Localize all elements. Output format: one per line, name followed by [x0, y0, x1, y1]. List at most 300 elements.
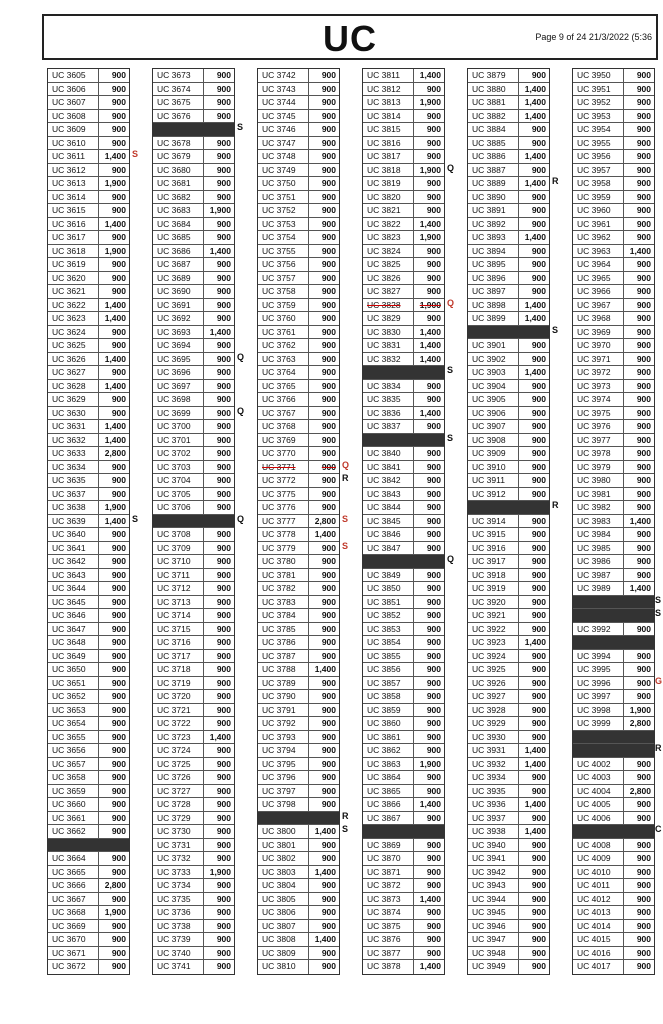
- table-row: [363, 420, 444, 434]
- uc-code: UC 3938: [468, 825, 519, 838]
- uc-code: UC 3778: [258, 528, 309, 541]
- uc-code: UC 4009: [573, 852, 624, 865]
- handwritten-mark: Q: [237, 405, 245, 416]
- uc-code: UC 3720: [153, 690, 204, 703]
- uc-code: UC 3623: [48, 312, 99, 325]
- uc-value: 2,800: [314, 515, 336, 526]
- uc-value: 900: [216, 475, 231, 485]
- uc-value: 900: [216, 664, 231, 674]
- uc-code: UC 3775: [258, 488, 309, 501]
- uc-code: UC 3747: [258, 137, 309, 150]
- uc-value: 900: [321, 151, 336, 161]
- uc-code: UC 3668: [48, 906, 99, 919]
- uc-value: 900: [426, 448, 441, 458]
- uc-code: UC 3962: [573, 231, 624, 244]
- uc-code: UC 3726: [153, 771, 204, 784]
- uc-value: 900: [636, 259, 651, 269]
- uc-value: 900: [531, 583, 546, 593]
- uc-value: 900: [111, 623, 126, 634]
- uc-value: 1,900: [419, 97, 441, 107]
- uc-value: 900: [111, 205, 126, 215]
- uc-code: UC 3957: [573, 164, 624, 177]
- table-column: [47, 68, 130, 975]
- table-row: [48, 758, 129, 772]
- table-row: [48, 893, 129, 907]
- uc-code: UC 3889: [468, 177, 519, 190]
- uc-code: UC 4006: [573, 812, 624, 825]
- table-row: [573, 326, 654, 340]
- uc-value: 900: [531, 596, 546, 607]
- uc-value: 900: [321, 124, 336, 134]
- uc-code: UC 4011: [573, 879, 624, 892]
- uc-value: 900: [216, 83, 231, 94]
- uc-code: UC 3630: [48, 407, 99, 420]
- table-row: [258, 393, 339, 407]
- table-row: [153, 204, 234, 218]
- uc-code: UC 3850: [363, 582, 414, 595]
- table-row: [258, 204, 339, 218]
- uc-code: UC 3664: [48, 852, 99, 865]
- uc-value: 900: [531, 866, 546, 877]
- uc-value: 900: [636, 164, 651, 175]
- uc-code: UC 3835: [363, 393, 414, 406]
- uc-value: 900: [426, 475, 441, 485]
- uc-code: UC 3619: [48, 258, 99, 271]
- uc-code: UC 3700: [153, 420, 204, 433]
- uc-code: UC 3628: [48, 380, 99, 393]
- handwritten-mark: S: [552, 324, 559, 335]
- uc-code: UC 3697: [153, 380, 204, 393]
- uc-code: UC 3793: [258, 731, 309, 744]
- uc-value: 900: [636, 758, 651, 769]
- uc-code: UC 3610: [48, 137, 99, 150]
- table-row: [363, 123, 444, 137]
- table-row: [573, 434, 654, 448]
- uc-value: 900: [531, 623, 546, 634]
- uc-value: 1,400: [524, 826, 546, 836]
- table-row: [573, 123, 654, 137]
- uc-value: 900: [321, 893, 336, 904]
- handwritten-mark: S: [447, 365, 454, 375]
- table-row: [363, 596, 444, 610]
- table-row: [468, 933, 549, 947]
- uc-value: 900: [426, 245, 441, 256]
- uc-value: 900: [426, 529, 441, 539]
- uc-code: UC 3768: [258, 420, 309, 433]
- uc-code: UC 3924: [468, 650, 519, 663]
- table-row: [363, 83, 444, 97]
- uc-value: 900: [321, 394, 336, 404]
- uc-code: UC 3973: [573, 380, 624, 393]
- table-row: [153, 663, 234, 677]
- handwritten-mark: Q: [447, 162, 455, 173]
- uc-value: 900: [111, 596, 126, 607]
- uc-code: UC 3643: [48, 569, 99, 582]
- uc-code: UC 3652: [48, 690, 99, 703]
- uc-code: UC 4013: [573, 906, 624, 919]
- table-row: [258, 731, 339, 745]
- uc-value: 900: [426, 461, 441, 472]
- uc-value: 900: [321, 961, 336, 971]
- table-row: [363, 960, 444, 974]
- table-row: [48, 920, 129, 934]
- uc-code: UC 3981: [573, 488, 624, 501]
- table-row: [48, 677, 129, 691]
- uc-code: UC 3878: [363, 960, 414, 974]
- uc-value: 900: [531, 704, 546, 715]
- table-row: [468, 353, 549, 367]
- table-row: [573, 866, 654, 880]
- uc-value: 900: [531, 70, 546, 80]
- uc-code: UC 3764: [258, 366, 309, 379]
- uc-code: UC 3805: [258, 893, 309, 906]
- uc-value: 900: [636, 691, 651, 701]
- uc-code: UC 3807: [258, 920, 309, 933]
- uc-value: 900: [111, 83, 126, 94]
- uc-code: UC 3771: [258, 461, 309, 474]
- uc-value: 1,900: [419, 299, 441, 310]
- uc-code: UC 3653: [48, 704, 99, 717]
- uc-value: 900: [426, 137, 441, 148]
- uc-value: 900: [111, 718, 126, 728]
- uc-value: 900: [531, 569, 546, 580]
- table-row: [258, 596, 339, 610]
- uc-code: UC 3744: [258, 96, 309, 109]
- table-row: [48, 461, 129, 475]
- table-row: [363, 677, 444, 691]
- table-row: [153, 96, 234, 110]
- uc-value: 900: [321, 799, 336, 809]
- uc-code: UC 3615: [48, 204, 99, 217]
- uc-value: 900: [531, 421, 546, 431]
- table-row: [153, 272, 234, 286]
- uc-value: 900: [321, 205, 336, 215]
- uc-code: UC 3656: [48, 744, 99, 757]
- uc-value: 900: [531, 542, 546, 553]
- uc-code: UC 3716: [153, 636, 204, 649]
- uc-code: UC 3837: [363, 420, 414, 433]
- table-row: [468, 123, 549, 137]
- table-row: [153, 704, 234, 718]
- table-row: [573, 353, 654, 367]
- uc-value: 900: [321, 718, 336, 728]
- uc-value: 900: [216, 799, 231, 809]
- uc-code: UC 3690: [153, 285, 204, 298]
- handwritten-mark: S: [342, 540, 349, 551]
- uc-value: 900: [216, 340, 231, 350]
- table-row: [468, 960, 549, 974]
- uc-value: 900: [111, 704, 126, 715]
- table-row: [573, 650, 654, 664]
- uc-value: 900: [426, 205, 441, 215]
- uc-value: 900: [531, 718, 546, 728]
- table-row: [468, 83, 549, 97]
- table-row: [363, 839, 444, 853]
- uc-value: 900: [426, 785, 441, 796]
- uc-code: UC 3757: [258, 272, 309, 285]
- uc-value: 900: [636, 313, 651, 323]
- uc-value: 900: [216, 920, 231, 931]
- uc-code: UC 3949: [468, 960, 519, 974]
- blank-row: [573, 609, 654, 623]
- uc-value: 900: [531, 920, 546, 931]
- handwritten-mark: S: [655, 594, 662, 605]
- table-row: [363, 380, 444, 394]
- uc-value: 900: [531, 691, 546, 701]
- uc-value: 900: [111, 407, 126, 418]
- uc-code: UC 3662: [48, 825, 99, 838]
- uc-code: UC 3760: [258, 312, 309, 325]
- uc-code: UC 3683: [153, 204, 204, 217]
- uc-value: 1,900: [209, 205, 231, 215]
- uc-code: UC 3784: [258, 609, 309, 622]
- uc-code: UC 3710: [153, 555, 204, 568]
- uc-code: UC 3904: [468, 380, 519, 393]
- uc-value: 900: [426, 542, 441, 553]
- uc-code: UC 3814: [363, 110, 414, 123]
- uc-code: UC 3960: [573, 204, 624, 217]
- table-row: [363, 474, 444, 488]
- uc-code: UC 3951: [573, 83, 624, 96]
- table-row: [258, 798, 339, 812]
- uc-value: 900: [636, 191, 651, 202]
- table-row: [48, 515, 129, 529]
- uc-code: UC 3963: [573, 245, 624, 258]
- table-row: [48, 380, 129, 394]
- uc-code: UC 3836: [363, 407, 414, 420]
- table-row: [153, 447, 234, 461]
- uc-code: UC 3984: [573, 528, 624, 541]
- uc-code: UC 3639: [48, 515, 99, 528]
- table-row: [468, 258, 549, 272]
- uc-value: 1,400: [419, 961, 441, 971]
- uc-value: 1,400: [104, 380, 126, 391]
- uc-code: UC 4015: [573, 933, 624, 946]
- uc-value: 900: [426, 110, 441, 121]
- table-row: [468, 879, 549, 893]
- table-row: [573, 245, 654, 259]
- uc-code: UC 3763: [258, 353, 309, 366]
- table-row: [48, 947, 129, 961]
- uc-code: UC 3711: [153, 569, 204, 582]
- uc-code: UC 3776: [258, 501, 309, 514]
- uc-code: UC 3890: [468, 191, 519, 204]
- table-column: [572, 68, 655, 975]
- table-row: [468, 434, 549, 448]
- uc-code: UC 3647: [48, 623, 99, 636]
- uc-value: 900: [321, 340, 336, 350]
- uc-code: UC 3795: [258, 758, 309, 771]
- uc-value: 1,900: [419, 758, 441, 769]
- table-row: [48, 393, 129, 407]
- uc-code: UC 3696: [153, 366, 204, 379]
- table-row: [573, 569, 654, 583]
- handwritten-mark: S: [342, 513, 349, 524]
- table-row: [468, 191, 549, 205]
- uc-value: 1,400: [419, 799, 441, 809]
- uc-code: UC 3790: [258, 690, 309, 703]
- table-row: [363, 717, 444, 731]
- handwritten-mark: S: [655, 608, 662, 618]
- uc-value: 900: [636, 434, 651, 445]
- uc-value: 900: [216, 596, 231, 607]
- uc-value: 900: [636, 542, 651, 553]
- table-row: [48, 582, 129, 596]
- uc-value: 900: [111, 745, 126, 755]
- uc-value: 900: [426, 124, 441, 134]
- uc-code: UC 3780: [258, 555, 309, 568]
- uc-value: 900: [216, 529, 231, 539]
- table-row: [468, 96, 549, 110]
- uc-code: UC 3934: [468, 771, 519, 784]
- uc-value: 900: [321, 110, 336, 121]
- uc-value: 900: [531, 677, 546, 688]
- uc-value: 1,400: [314, 866, 336, 877]
- table-row: [573, 191, 654, 205]
- handwritten-mark: G: [655, 675, 663, 686]
- table-row: [258, 380, 339, 394]
- uc-code: UC 3779: [258, 542, 309, 555]
- table-row: [468, 893, 549, 907]
- handwritten-mark: S: [342, 824, 349, 834]
- table-row: [363, 501, 444, 515]
- uc-value: 900: [636, 151, 651, 161]
- page-info: Page 9 of 24 21/3/2022 (5:36: [535, 32, 652, 42]
- table-row: [258, 609, 339, 623]
- uc-value: 900: [321, 745, 336, 755]
- uc-code: UC 3972: [573, 366, 624, 379]
- table-row: [468, 488, 549, 502]
- table-row: [468, 758, 549, 772]
- uc-code: UC 3909: [468, 447, 519, 460]
- uc-code: UC 3787: [258, 650, 309, 663]
- uc-code: UC 3980: [573, 474, 624, 487]
- uc-code: UC 3816: [363, 137, 414, 150]
- handwritten-mark: S: [447, 432, 454, 443]
- uc-code: UC 3871: [363, 866, 414, 879]
- uc-value: 900: [426, 421, 441, 431]
- uc-code: UC 3732: [153, 852, 204, 865]
- uc-code: UC 3915: [468, 528, 519, 541]
- uc-code: UC 3970: [573, 339, 624, 352]
- table-row: [48, 906, 129, 920]
- uc-code: UC 3896: [468, 272, 519, 285]
- table-row: [468, 150, 549, 164]
- uc-value: 900: [111, 785, 126, 796]
- uc-value: 900: [636, 299, 651, 310]
- uc-value: 900: [111, 124, 126, 134]
- uc-value: 900: [111, 97, 126, 107]
- uc-value: 900: [531, 124, 546, 134]
- table-row: [363, 191, 444, 205]
- table-row: [468, 69, 549, 83]
- uc-code: UC 3841: [363, 461, 414, 474]
- uc-code: UC 3831: [363, 339, 414, 352]
- uc-code: UC 3701: [153, 434, 204, 447]
- uc-code: UC 3609: [48, 123, 99, 136]
- table-row: [48, 933, 129, 947]
- uc-value: 900: [531, 380, 546, 391]
- uc-code: UC 3637: [48, 488, 99, 501]
- uc-value: 1,900: [104, 907, 126, 917]
- uc-code: UC 3905: [468, 393, 519, 406]
- uc-value: 900: [216, 353, 231, 364]
- uc-code: UC 3797: [258, 785, 309, 798]
- table-row: [258, 650, 339, 664]
- uc-value: 900: [531, 353, 546, 364]
- uc-code: UC 3966: [573, 285, 624, 298]
- uc-code: UC 3705: [153, 488, 204, 501]
- table-row: [468, 177, 549, 191]
- table-row: [468, 866, 549, 880]
- table-row: [363, 893, 444, 907]
- uc-code: UC 3860: [363, 717, 414, 730]
- table-row: [573, 785, 654, 799]
- uc-value: 900: [426, 191, 441, 202]
- uc-code: UC 3634: [48, 461, 99, 474]
- uc-code: UC 3927: [468, 690, 519, 703]
- uc-value: 900: [111, 556, 126, 566]
- uc-value: 900: [111, 799, 126, 809]
- uc-code: UC 3847: [363, 542, 414, 555]
- uc-code: UC 3873: [363, 893, 414, 906]
- uc-value: 900: [531, 731, 546, 742]
- blank-row: [363, 825, 444, 839]
- uc-code: UC 3999: [573, 717, 624, 730]
- uc-code: UC 3919: [468, 582, 519, 595]
- uc-value: 1,400: [104, 151, 126, 161]
- uc-value: 900: [321, 421, 336, 431]
- table-row: [48, 771, 129, 785]
- table-row: [48, 609, 129, 623]
- uc-code: UC 3758: [258, 285, 309, 298]
- table-column: [362, 68, 445, 975]
- uc-code: UC 3969: [573, 326, 624, 339]
- uc-code: UC 3854: [363, 636, 414, 649]
- uc-code: UC 3769: [258, 434, 309, 447]
- uc-value: 900: [636, 110, 651, 121]
- table-row: [363, 920, 444, 934]
- uc-code: UC 3895: [468, 258, 519, 271]
- uc-value: 900: [321, 475, 336, 485]
- uc-value: 900: [216, 677, 231, 688]
- table-row: [48, 272, 129, 286]
- uc-code: UC 3715: [153, 623, 204, 636]
- uc-code: UC 3916: [468, 542, 519, 555]
- table-row: [258, 420, 339, 434]
- uc-value: 900: [216, 650, 231, 661]
- uc-code: UC 3852: [363, 609, 414, 622]
- table-row: [363, 663, 444, 677]
- uc-code: UC 3660: [48, 798, 99, 811]
- uc-value: 900: [426, 502, 441, 512]
- table-row: [258, 407, 339, 421]
- table-row: [258, 785, 339, 799]
- table-row: [153, 150, 234, 164]
- uc-code: UC 3903: [468, 366, 519, 379]
- uc-code: UC 3689: [153, 272, 204, 285]
- uc-value: 2,800: [629, 718, 651, 728]
- uc-code: UC 3892: [468, 218, 519, 231]
- table-row: [258, 515, 339, 529]
- uc-code: UC 3961: [573, 218, 624, 231]
- uc-value: 1,400: [209, 245, 231, 256]
- uc-value: 900: [111, 394, 126, 404]
- table-row: [468, 299, 549, 313]
- table-row: [468, 339, 549, 353]
- uc-value: 900: [426, 920, 441, 931]
- uc-code: UC 3756: [258, 258, 309, 271]
